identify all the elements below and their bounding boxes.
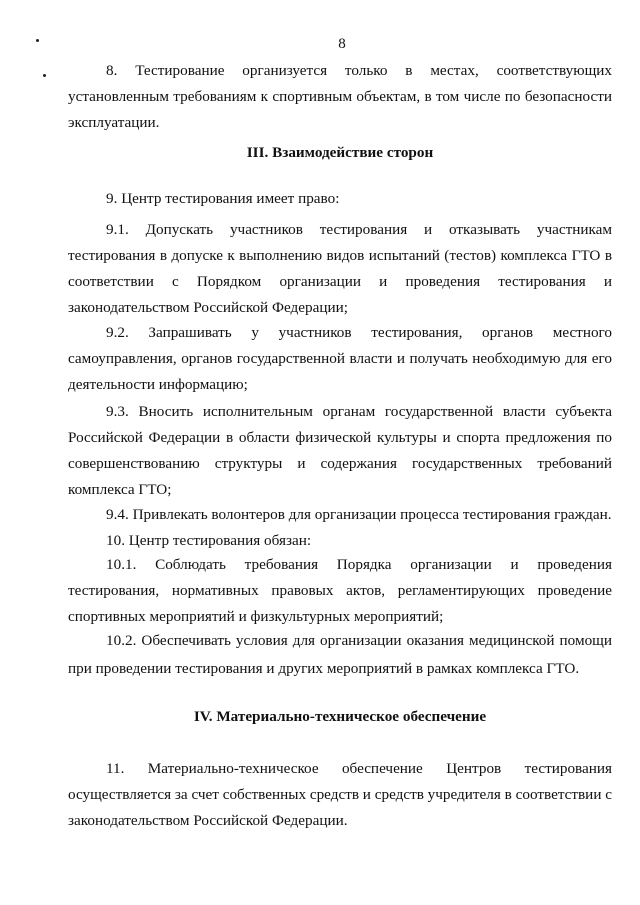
paragraph-first-line: 9.4. Привлекать волонтеров для организации процесса тестирования граждан. xyxy=(106,506,612,523)
paragraph-first-line: 9.3. Вносить исполнительным органам государственной власти субъекта xyxy=(106,403,612,420)
paragraph-line: тестирования в допуске к выполнению видов испытаний (тестов) комплекса ГТО в xyxy=(68,247,612,264)
paragraph-line: самоуправления, органов государственной власти и получать необходимую для его xyxy=(68,350,612,367)
paragraph-line: комплекса ГТО; xyxy=(68,481,172,498)
paragraph-line: тестирования, нормативных правовых актов, регламентирующих проведение xyxy=(68,582,612,599)
paragraph-line: законодательством Российской Федерации. xyxy=(68,812,348,829)
paragraph-line: осуществляется за счет собственных средств и средств учредителя в соответствии с xyxy=(68,786,612,803)
paragraph-first-line: 10.2. Обеспечивать условия для организации оказания медицинской помощи xyxy=(106,632,612,649)
paragraph-first-line: 8. Тестирование организуется только в местах, соответствующих xyxy=(106,62,612,79)
paragraph-line: совершенствованию структуры и содержания государственных требований xyxy=(68,455,612,472)
page-number: 8 xyxy=(338,36,346,52)
paragraph-first-line: 9.2. Запрашивать у участников тестирования, органов местного xyxy=(106,324,612,341)
paragraph-first-line: 10. Центр тестирования обязан: xyxy=(106,532,312,549)
paragraph-line: эксплуатации. xyxy=(68,114,160,131)
paragraph-first-line: 9. Центр тестирования имеет право: xyxy=(106,190,340,207)
scan-speck xyxy=(43,74,46,77)
paragraph-first-line: 10.1. Соблюдать требования Порядка организации и проведения xyxy=(106,556,612,573)
paragraph-line: установленным требованиям к спортивным объектам, в том числе по безопасности xyxy=(68,88,612,105)
paragraph-line: законодательством Российской Федерации; xyxy=(68,299,348,316)
paragraph-line: при проведении тестирования и других мероприятий в рамках комплекса ГТО. xyxy=(68,660,580,677)
section-heading: IV. Материально-техническое обеспечение xyxy=(193,708,487,725)
paragraph-line: деятельности информацию; xyxy=(68,376,248,393)
paragraph-line: Российской Федерации в области физической культуры и спорта предложения по xyxy=(68,429,612,446)
paragraph-line: соответствии с Порядком организации и проведения тестирования и xyxy=(68,273,612,290)
paragraph-first-line: 11. Материально-техническое обеспечение Центров тестирования xyxy=(106,760,612,777)
paragraph-first-line: 9.1. Допускать участников тестирования и отказывать участникам xyxy=(106,221,612,238)
paragraph-line: спортивных мероприятий и физкультурных мероприятий; xyxy=(68,608,444,625)
section-heading: III. Взаимодействие сторон xyxy=(246,144,434,161)
